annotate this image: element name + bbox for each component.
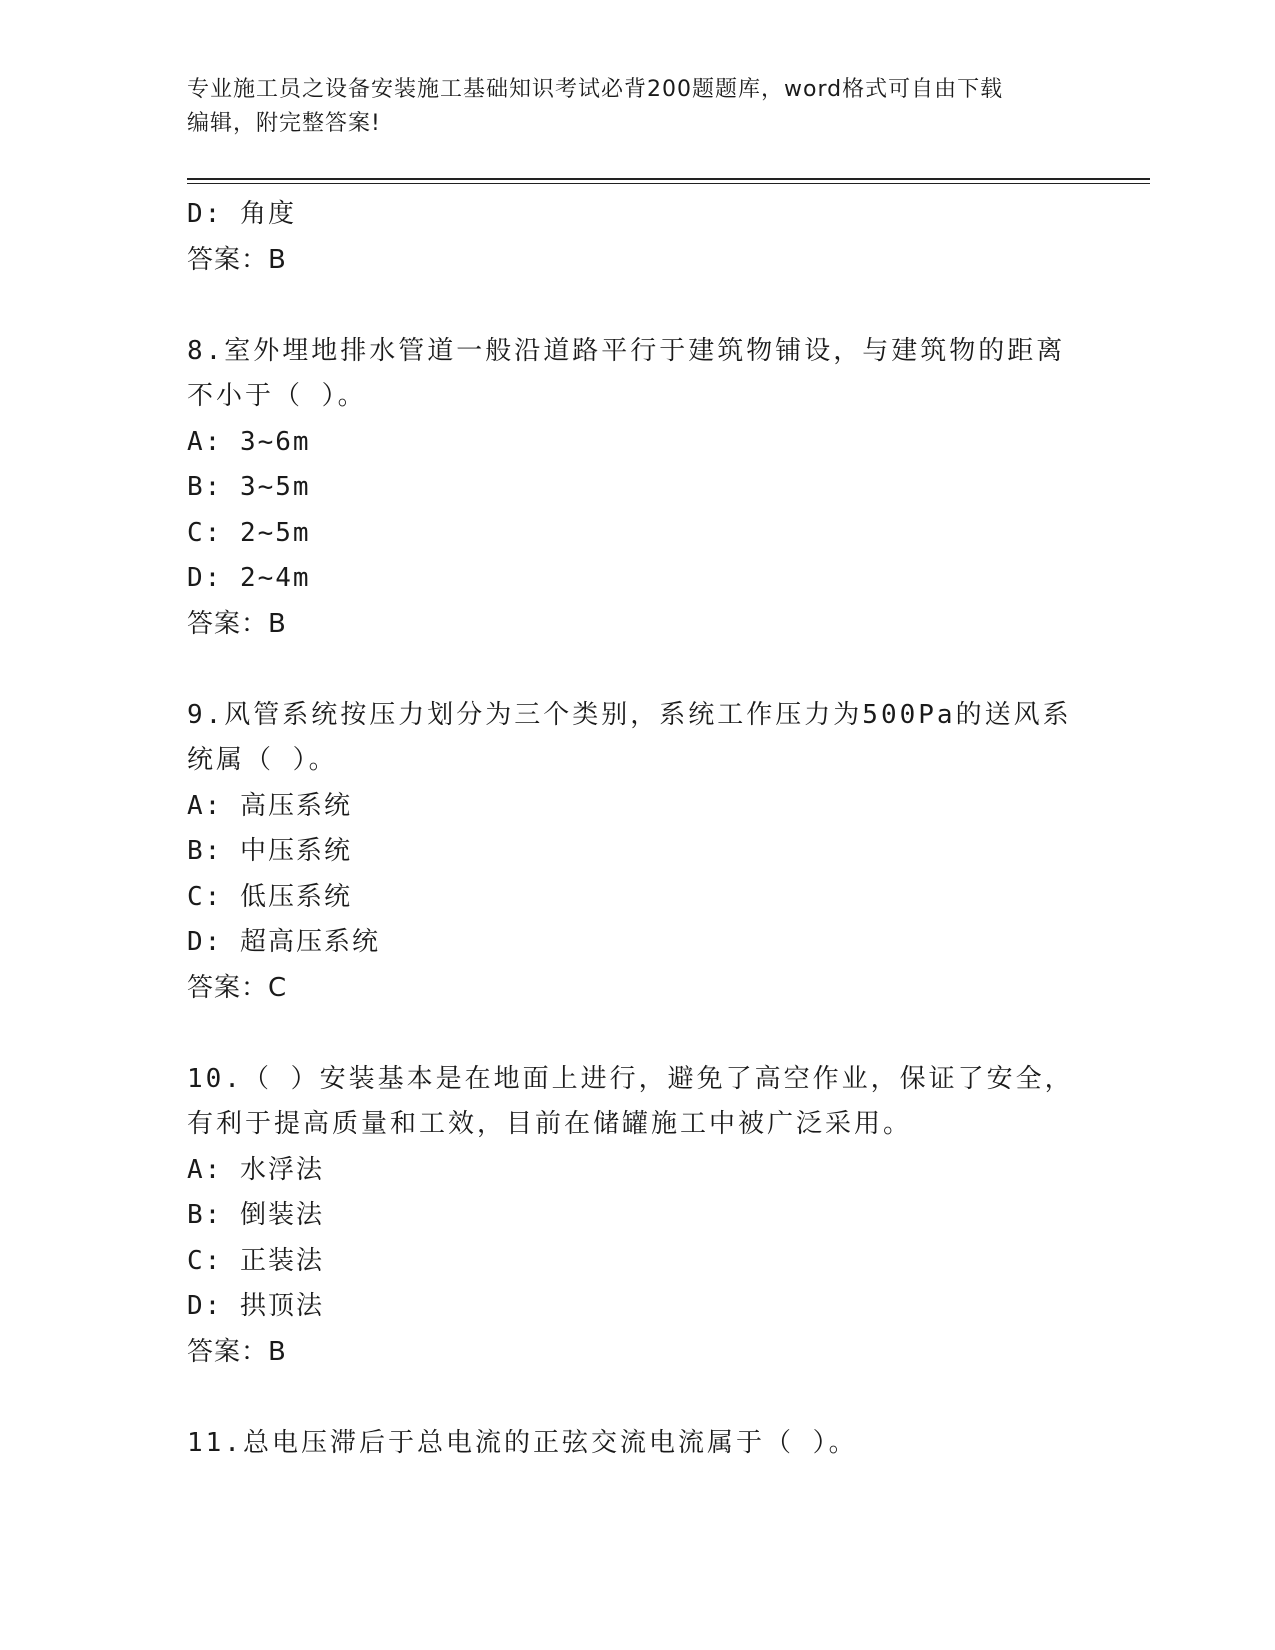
option-a: A: 高压系统 xyxy=(187,790,352,821)
option-b: B: 中压系统 xyxy=(187,836,352,866)
document-header xyxy=(187,73,1087,141)
answer-line: 答案：B xyxy=(187,244,287,275)
question-7-tail xyxy=(187,192,1087,283)
header-rule-thin xyxy=(187,183,1150,184)
option-c: C: 正装法 xyxy=(187,1245,324,1276)
question-10 xyxy=(187,1057,1087,1376)
question-stem-line: 8.室外埋地排水管道一般沿道路平行于建筑物铺设，与建筑物的距离 xyxy=(187,335,1066,366)
answer-line: 答案：C xyxy=(187,972,288,1003)
spacer xyxy=(187,1375,1087,1421)
option-d: D: 2~4m xyxy=(187,563,311,593)
question-stem-line: 有利于提高质量和工效，目前在储罐施工中被广泛采用。 xyxy=(187,1109,913,1139)
option-a: A: 3~6m xyxy=(187,426,311,457)
question-stem-line: 10.（ ）安装基本是在地面上进行，避免了高空作业，保证了安全， xyxy=(187,1063,1074,1094)
question-stem-line: 统属（ ）。 xyxy=(187,745,338,775)
header-title-line-2: 编辑，附完整答案! xyxy=(187,111,381,136)
option-c: C: 2~5m xyxy=(187,517,311,548)
question-stem-line: 9.风管系统按压力划分为三个类别，系统工作压力为500Pa的送风系 xyxy=(187,699,1072,730)
option-d: D: 超高压系统 xyxy=(187,927,380,957)
question-stem-line: 不小于（ ）。 xyxy=(187,381,367,411)
option-d: D: 拱顶法 xyxy=(187,1291,324,1321)
option-a: A: 水浮法 xyxy=(187,1154,324,1185)
option-b: B: 3~5m xyxy=(187,472,311,502)
option-b: B: 倒装法 xyxy=(187,1200,324,1230)
answer-line: 答案：B xyxy=(187,608,287,639)
header-rule xyxy=(187,178,1150,180)
spacer xyxy=(187,647,1087,693)
spacer xyxy=(187,1011,1087,1057)
answer-line: 答案：B xyxy=(187,1336,287,1367)
question-9 xyxy=(187,693,1087,1012)
spacer xyxy=(187,283,1087,329)
option-d: D: 角度 xyxy=(187,199,296,229)
question-stem-line: 11.总电压滞后于总电流的正弦交流电流属于（ ）。 xyxy=(187,1427,858,1458)
question-8 xyxy=(187,329,1087,648)
question-content xyxy=(187,192,1087,1466)
option-c: C: 低压系统 xyxy=(187,881,352,912)
question-11 xyxy=(187,1421,1087,1467)
header-title-line-1: 专业施工员之设备安装施工基础知识考试必背200题题库，word格式可自由下载 xyxy=(187,77,1004,102)
